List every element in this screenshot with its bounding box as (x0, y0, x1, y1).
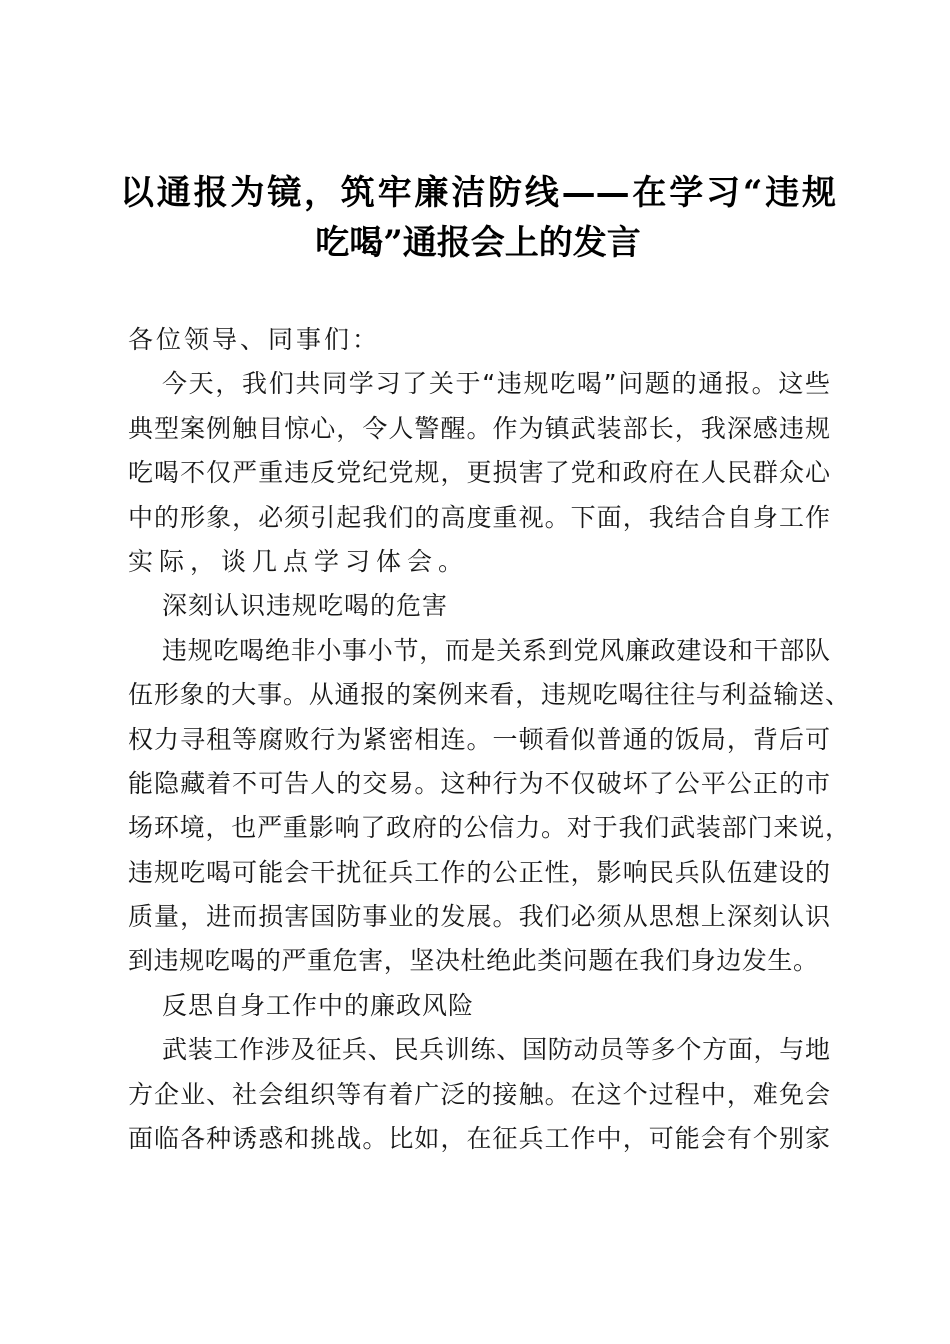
text-line: 能隐藏着不可告人的交易。这种行为不仅破坏了公平公正的市 (128, 768, 830, 798)
section-paragraph (128, 1028, 830, 1161)
text-line: 伍形象的大事。从通报的案例来看，违规吃喝往往与利益输送、 (128, 680, 850, 710)
section-paragraph (128, 629, 850, 984)
text-line: 权力寻租等腐败行为紧密相连。一顿看似普通的饭局，背后可 (128, 724, 830, 754)
document-title (120, 168, 836, 268)
text-line: 违规吃喝绝非小事小节，而是关系到党风廉政建设和干部队 (162, 635, 830, 665)
text-line: 中的形象，必须引起我们的高度重视。下面，我结合自身工作 (128, 502, 830, 532)
text-line: 场环境，也严重影响了政府的公信力。对于我们武装部门来说， (128, 813, 850, 843)
title-line: 吃喝”通报会上的发言 (315, 223, 641, 263)
text-line: 方企业、社会组织等有着广泛的接触。在这个过程中，难免会 (128, 1079, 830, 1109)
text-line: 武装工作涉及征兵、民兵训练、国防动员等多个方面，与地 (162, 1035, 830, 1065)
intro-paragraph (128, 362, 830, 584)
text-line: 实际，谈几点学习体会。 (128, 546, 470, 576)
document-body (128, 318, 850, 1161)
text-line: 吃喝不仅严重违反党纪党规，更损害了党和政府在人民群众心 (128, 458, 830, 488)
title-line: 以通报为镜，筑牢廉洁防线——在学习“违规 (120, 173, 836, 213)
section-heading: 反思自身工作中的廉政风险 (162, 990, 475, 1020)
text-line: 质量，进而损害国防事业的发展。我们必须从思想上深刻认识 (128, 902, 830, 932)
section-heading: 深刻认识违规吃喝的危害 (162, 591, 449, 621)
text-line: 违规吃喝可能会干扰征兵工作的公正性，影响民兵队伍建设的 (128, 857, 830, 887)
salutation: 各位领导、同事们： (128, 325, 381, 354)
text-line: 典型案例触目惊心，令人警醒。作为镇武装部长，我深感违规 (128, 413, 830, 443)
text-line: 到违规吃喝的严重危害，坚决杜绝此类问题在我们身边发生。 (128, 946, 818, 976)
text-line: 面临各种诱惑和挑战。比如，在征兵工作中，可能会有个别家 (128, 1124, 830, 1154)
text-line: 今天，我们共同学习了关于“违规吃喝”问题的通报。这些 (162, 369, 830, 399)
